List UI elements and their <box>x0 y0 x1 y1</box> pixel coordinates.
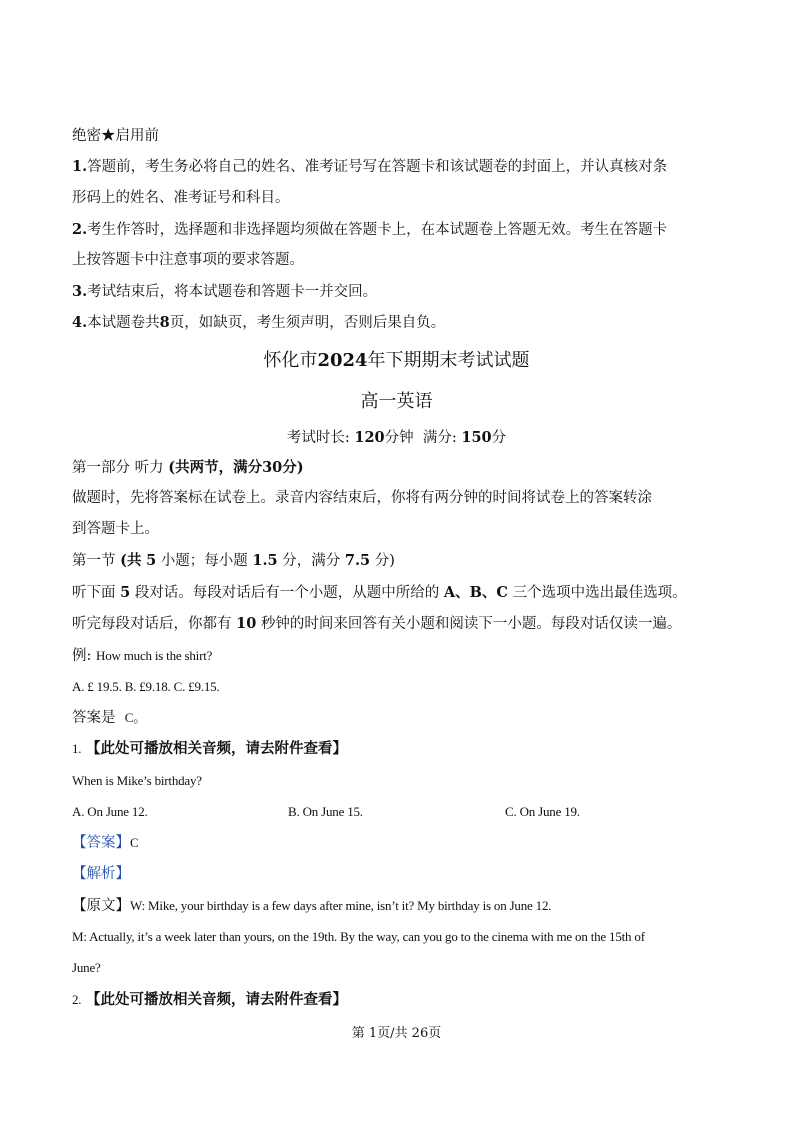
part1-instruction-line-2: 到答题卡上。 <box>72 521 159 537</box>
question-1-transcript-w: 【原文】W: Mike, your birthday is a few days after mine, isn’t it? My birthday is on June 12. <box>72 898 552 914</box>
exam-subject: 高一英语 <box>360 391 433 412</box>
question-2-audio: 2. 【此处可播放相关音频，请去附件查看】 <box>72 991 347 1008</box>
section1-instruction-line-1: 听下面 5 段对话。每段对话后有一个小题，从题中所给的 A、B、C 三个选项中选出最佳选项。 <box>72 584 687 601</box>
question-1-transcript-m-line-1: M: Actually, it’s a week later than yours, on the 19th. By the way, can you go to the cinema with me on the 15th of <box>72 929 645 944</box>
notice-1-line-1: 1.答题前，考生务必将自己的姓名、准考证号写在答题卡和该试题卷的封面上，并认真核对条 <box>72 158 668 175</box>
audio-placeholder: 【此处可播放相关音频，请去附件查看】 <box>85 740 347 757</box>
exam-title: 怀化市2024年下期期末考试试题 <box>263 350 530 371</box>
question-1-text: When is Mike’s birthday? <box>72 773 202 788</box>
notice-2-line-1: 2.考生作答时，选择题和非选择题均须做在答题卡上，在本试题卷上答题无效。考生在答题卡 <box>72 221 668 238</box>
notice-1-line-2: 形码上的姓名、准考证号和科目。 <box>72 190 290 206</box>
option-a: A. On June 12. <box>72 804 148 819</box>
example-options: A. £ 19.5. B. £9.18. C. £9.15. <box>72 679 220 694</box>
option-b: B. On June 15. <box>288 804 363 819</box>
notice-4: 4.本试题卷共8页，如缺页，考生须声明，否则后果自负。 <box>72 314 446 331</box>
page-footer: 第 1页/共 26页 <box>351 1026 442 1041</box>
audio-placeholder: 【此处可播放相关音频，请去附件查看】 <box>85 991 347 1008</box>
example-question: 例: How much is the shirt? <box>72 648 213 664</box>
example-answer: 答案是 C。 <box>72 710 146 726</box>
question-1-audio: 1. 【此处可播放相关音频，请去附件查看】 <box>72 740 347 757</box>
question-1-options <box>72 802 732 822</box>
question-1-analysis <box>72 864 130 884</box>
option-c: C. On June 19. <box>505 804 580 819</box>
exam-info: 考试时长: 120分钟 满分: 150分 <box>286 429 507 446</box>
transcript-tag: 【原文】 <box>72 898 130 914</box>
part1-instruction-line-1: 做题时，先将答案标在试卷上。录音内容结束后，你将有两分钟的时间将试卷上的答案转涂 <box>72 490 652 506</box>
answer-tag: 【答案】 <box>72 835 130 851</box>
section1-instruction-line-2: 听完每段对话后，你都有 10 秒钟的时间来回答有关小题和阅读下一小题。每段对话仅读一遍。 <box>72 615 682 632</box>
part1-heading: 第一部分 听力 (共两节，满分30分) <box>72 459 304 476</box>
section1-heading: 第一节 (共 5 小题；每小题 1.5 分，满分 7.5 分) <box>72 552 395 569</box>
analysis-tag: 【解析】 <box>72 866 130 882</box>
notice-2-line-2: 上按答题卡中注意事项的要求答题。 <box>72 252 304 268</box>
confidential-label: 绝密★启用前 <box>72 128 159 144</box>
question-1-transcript-m-line-2: June? <box>72 960 101 975</box>
question-1-answer: 【答案】C <box>72 835 139 851</box>
notice-3: 3.考试结束后，将本试题卷和答题卡一并交回。 <box>72 283 378 300</box>
